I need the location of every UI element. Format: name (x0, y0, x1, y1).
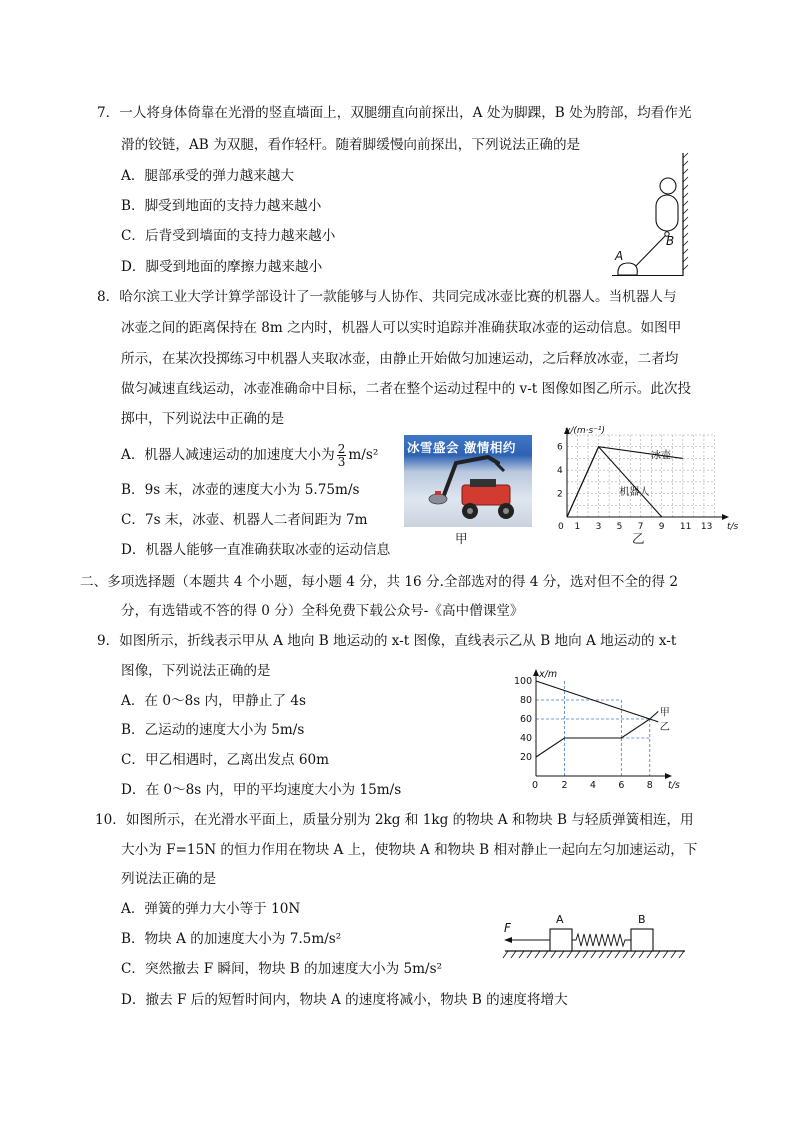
block-b-label: B (638, 913, 646, 926)
q8-option-a-text: A．机器人减速运动的加速度大小为 (121, 447, 335, 463)
fraction (337, 443, 347, 468)
q9-option-a: A．在 0～8s 内，甲静止了 4s (121, 693, 307, 709)
vt-chart (545, 425, 739, 540)
q10-stem-line2: 大小为 F=15N 的恒力作用在物块 A 上，使物块 A 和物块 B 相对静止一起向左匀加速运动，下 (121, 842, 698, 858)
x-tick-label: 13 (700, 522, 713, 532)
q8-option-b: B．9s 末，冰壶的速度大小为 5.75m/s (121, 482, 360, 498)
y-tick-label: 40 (520, 733, 533, 744)
q8-option-d: D．机器人能够一直准确获取冰壶的运动信息 (121, 542, 391, 558)
q8-stem-line2: 冰壶之间的距离保持在 8m 之内时，机器人可以实时追踪并准确获取冰壶的运动信息。如图甲 (121, 320, 682, 336)
x-tick-label: 1 (574, 522, 581, 532)
x-tick-label: 8 (646, 780, 653, 791)
fraction-numerator: 2 (337, 442, 346, 456)
section2-line1: 二、多项选择题（本题共 4 个小题，每小题 4 分，共 16 分.全部选对的得 4 分，选对但不全的得 2 (80, 574, 679, 590)
series-line-yi-extension (650, 719, 659, 722)
q8-option-a (121, 443, 378, 468)
block-b (631, 929, 653, 951)
q9-option-d: D．在 0～8s 内，甲的平均速度大小为 15m/s (121, 782, 402, 798)
q7-stem-line2: 滑的铰链，AB 为双腿，看作轻杆。随着脚缓慢向前探出，下列说法正确的是 (121, 137, 581, 153)
q8-stem-line3: 所示，在某次投掷练习中机器人夹取冰壶，由静止开始做匀加速运动，之后释放冰壶，二者均 (121, 351, 679, 367)
series-line-jia-extension (650, 711, 659, 719)
q10-option-b: B．物块 A 的加速度大小为 7.5m/s² (121, 931, 342, 947)
series-label-robot: 机器人 (619, 487, 650, 499)
series-label-jia: 甲 (659, 707, 670, 719)
x-tick-label: 0 (558, 522, 564, 532)
torso-shape (656, 195, 678, 231)
y-tick-label: 6 (557, 442, 563, 453)
robot-photo (404, 435, 532, 527)
q7-option-a: A．腿部承受的弹力越来越大 (121, 168, 294, 184)
label-b: B (666, 234, 675, 248)
foot-shape (618, 263, 637, 275)
x-axis-label: t/s (668, 780, 680, 791)
xt-chart (506, 663, 680, 793)
q9-stem-line1: 9．如图所示，折线表示甲从 A 地向 B 地运动的 x-t 图像，直线表示乙从 B 地向 A 地运动的 x-t (97, 633, 677, 649)
fraction-denominator: 3 (337, 455, 346, 469)
q10-stem-line3: 列说法正确的是 (121, 871, 217, 887)
q7-stem-line1: 7．一人将身体倚靠在光滑的竖直墙面上，双腿绷直向前探出，A 处为脚踝，B 处为胯部，均看作光 (97, 105, 692, 121)
y-tick-label: 100 (514, 676, 533, 687)
y-tick-label: 80 (520, 695, 533, 706)
q10-figure (500, 905, 690, 965)
q8-stem-line1: 8．哈尔滨工业大学计算学部设计了一款能够与人协作、共同完成冰壶比赛的机器人。当机器人与 (97, 289, 677, 305)
y-axis-label: x/m (539, 669, 558, 680)
q8-option-c: C．7s 末，冰壶、机器人二者间距为 7m (121, 512, 368, 528)
q10-option-a: A．弹簧的弹力大小等于 10N (121, 901, 301, 917)
x-tick-label: 0 (532, 780, 539, 791)
block-a (550, 929, 572, 951)
q8-stem-line4: 做匀减速直线运动，冰壶准确命中目标，二者在整个运动过程中的 v-t 图像如图乙所示。此次投 (121, 381, 692, 397)
q7-option-c: C．后背受到墙面的支持力越来越小 (121, 228, 336, 244)
y-tick-label: 2 (557, 489, 563, 500)
q7-option-d: D．脚受到地面的摩擦力越来越小 (121, 259, 323, 275)
q9-option-b: B．乙运动的速度大小为 5m/s (121, 722, 305, 738)
q7-figure (610, 150, 690, 280)
chart-caption: 乙 (632, 531, 645, 546)
x-tick-label: 5 (616, 522, 623, 532)
q9-stem-line2: 图像，下列说法正确的是 (121, 663, 271, 679)
x-axis-arrow (665, 773, 672, 779)
robot-illustration (404, 435, 532, 527)
x-axis-arrow (722, 514, 729, 520)
x-tick-label: 6 (618, 780, 625, 791)
q9-option-c: C．甲乙相遇时，乙离出发点 60m (121, 752, 330, 768)
x-axis-label: t/s (727, 522, 739, 532)
head-shape (660, 178, 676, 194)
y-tick-label: 4 (557, 466, 563, 477)
y-tick-label: 60 (520, 714, 533, 725)
x-tick-label: 9 (658, 522, 665, 532)
spring (572, 934, 631, 946)
x-tick-label: 7 (637, 522, 644, 532)
x-tick-label: 3 (595, 522, 602, 532)
series-label-yi: 乙 (659, 721, 670, 733)
q10-option-d: D．撤去 F 后的短暂时间内，物块 A 的速度将减小，物块 B 的速度将增大 (121, 992, 568, 1008)
q8-option-a-unit: m/s² (348, 447, 379, 463)
q10-stem-line1: 10．如图所示，在光滑水平面上，质量分别为 2kg 和 1kg 的物块 A 和物块 B 与轻质弹簧相连，用 (95, 812, 694, 828)
q10-option-c: C．突然撤去 F 瞬间，物块 B 的加速度大小为 5m/s² (121, 961, 443, 977)
photo-banner: 冰雪盛会 激情相约 (407, 440, 516, 455)
x-tick-label: 11 (679, 522, 692, 532)
x-tick-label: 4 (589, 780, 596, 791)
x-tick-label: 2 (561, 780, 568, 791)
label-a: A (615, 249, 624, 263)
block-a-label: A (556, 913, 564, 926)
y-axis-label: v/(m·s⁻¹) (565, 426, 606, 436)
q7-option-b: B．脚受到地面的支持力越来越小 (121, 198, 322, 214)
q8-stem-line5: 掷中，下列说法中正确的是 (121, 411, 285, 427)
section2-line2: 分，有选错或不答的得 0 分）全科免费下载公众号-《高中僧课堂》 (121, 603, 524, 619)
series-label-curling-stone: 冰壶 (650, 450, 671, 462)
force-label: F (504, 921, 511, 935)
y-tick-label: 20 (520, 752, 533, 763)
photo-caption: 甲 (455, 531, 468, 546)
